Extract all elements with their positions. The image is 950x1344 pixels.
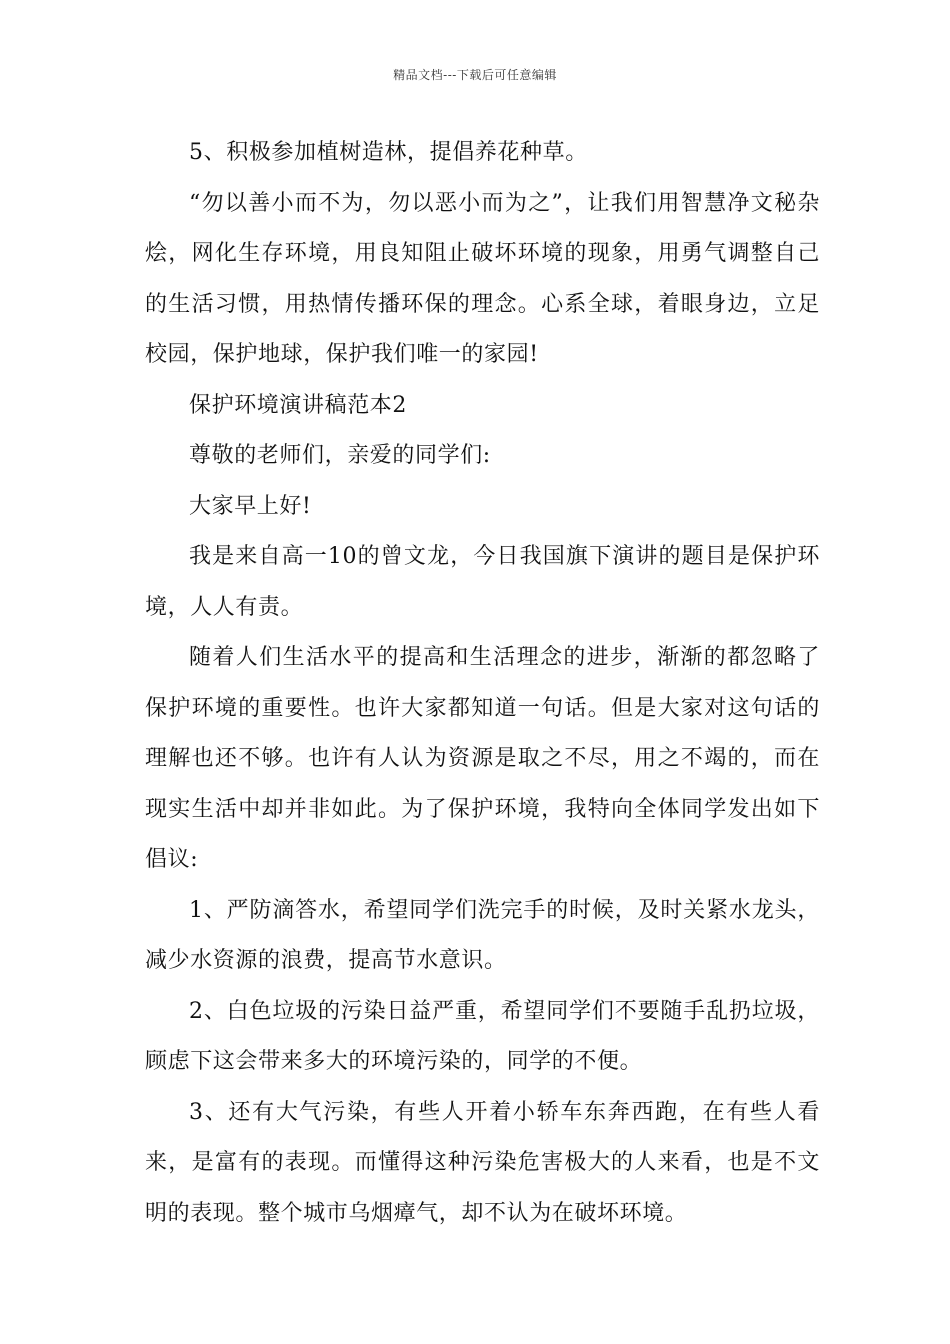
paragraph-proposal-3: 3、还有大气污染，有些人开着小轿车东奔西跑，在有些人看来，是富有的表现。而懂得这种污染危害极大的人来看，也是不文明的表现。整个城市乌烟瘴气，却不认为在破坏环境。 [145,1099,820,1226]
page-header: 精品文档---下载后可任意编辑 [393,68,557,82]
greeting: 大家早上好! [189,493,312,519]
paragraph-background: 随着人们生活水平的提高和生活理念的进步，渐渐的都忽略了保护环境的重要性。也许大家都知道一句话。但是大家对这句话的理解也还不够。也许有人认为资源是取之不尽，用之不竭的，而在现实生活中却并非如此。为了保护环境，我特向全体同学发出如下倡议: [145,645,820,872]
document-body [145,128,820,1239]
paragraph-introduction: 我是来自高一10的曾文龙，今日我国旗下演讲的题目是保护环境，人人有责。 [145,544,820,620]
salutation: 尊敬的老师们，亲爱的同学们: [189,443,491,468]
paragraph-quote-conclusion: “勿以善小而不为，勿以恶小而为之”，让我们用智慧净文秘杂烩，网化生存环境，用良知阻止破坏环境的现象，用勇气调整自己的生活习惯，用热情传播环保的理念。心系全球，着眼身边，立足校园，保护地球，保护我们唯一的家园! [145,190,820,367]
section-title: 保护环境演讲稿范本2 [189,392,407,418]
paragraph-item-5: 5、积极参加植树造林，提倡养花种草。 [189,140,588,165]
paragraph-proposal-2: 2、白色垃圾的污染日益严重，希望同学们不要随手乱扔垃圾，顾虑下这会带来多大的环境污染的，同学的不便。 [145,998,820,1074]
paragraph-proposal-1: 1、严防滴答水，希望同学们洗完手的时候，及时关紧水龙头，减少水资源的浪费，提高节水意识。 [145,897,820,973]
